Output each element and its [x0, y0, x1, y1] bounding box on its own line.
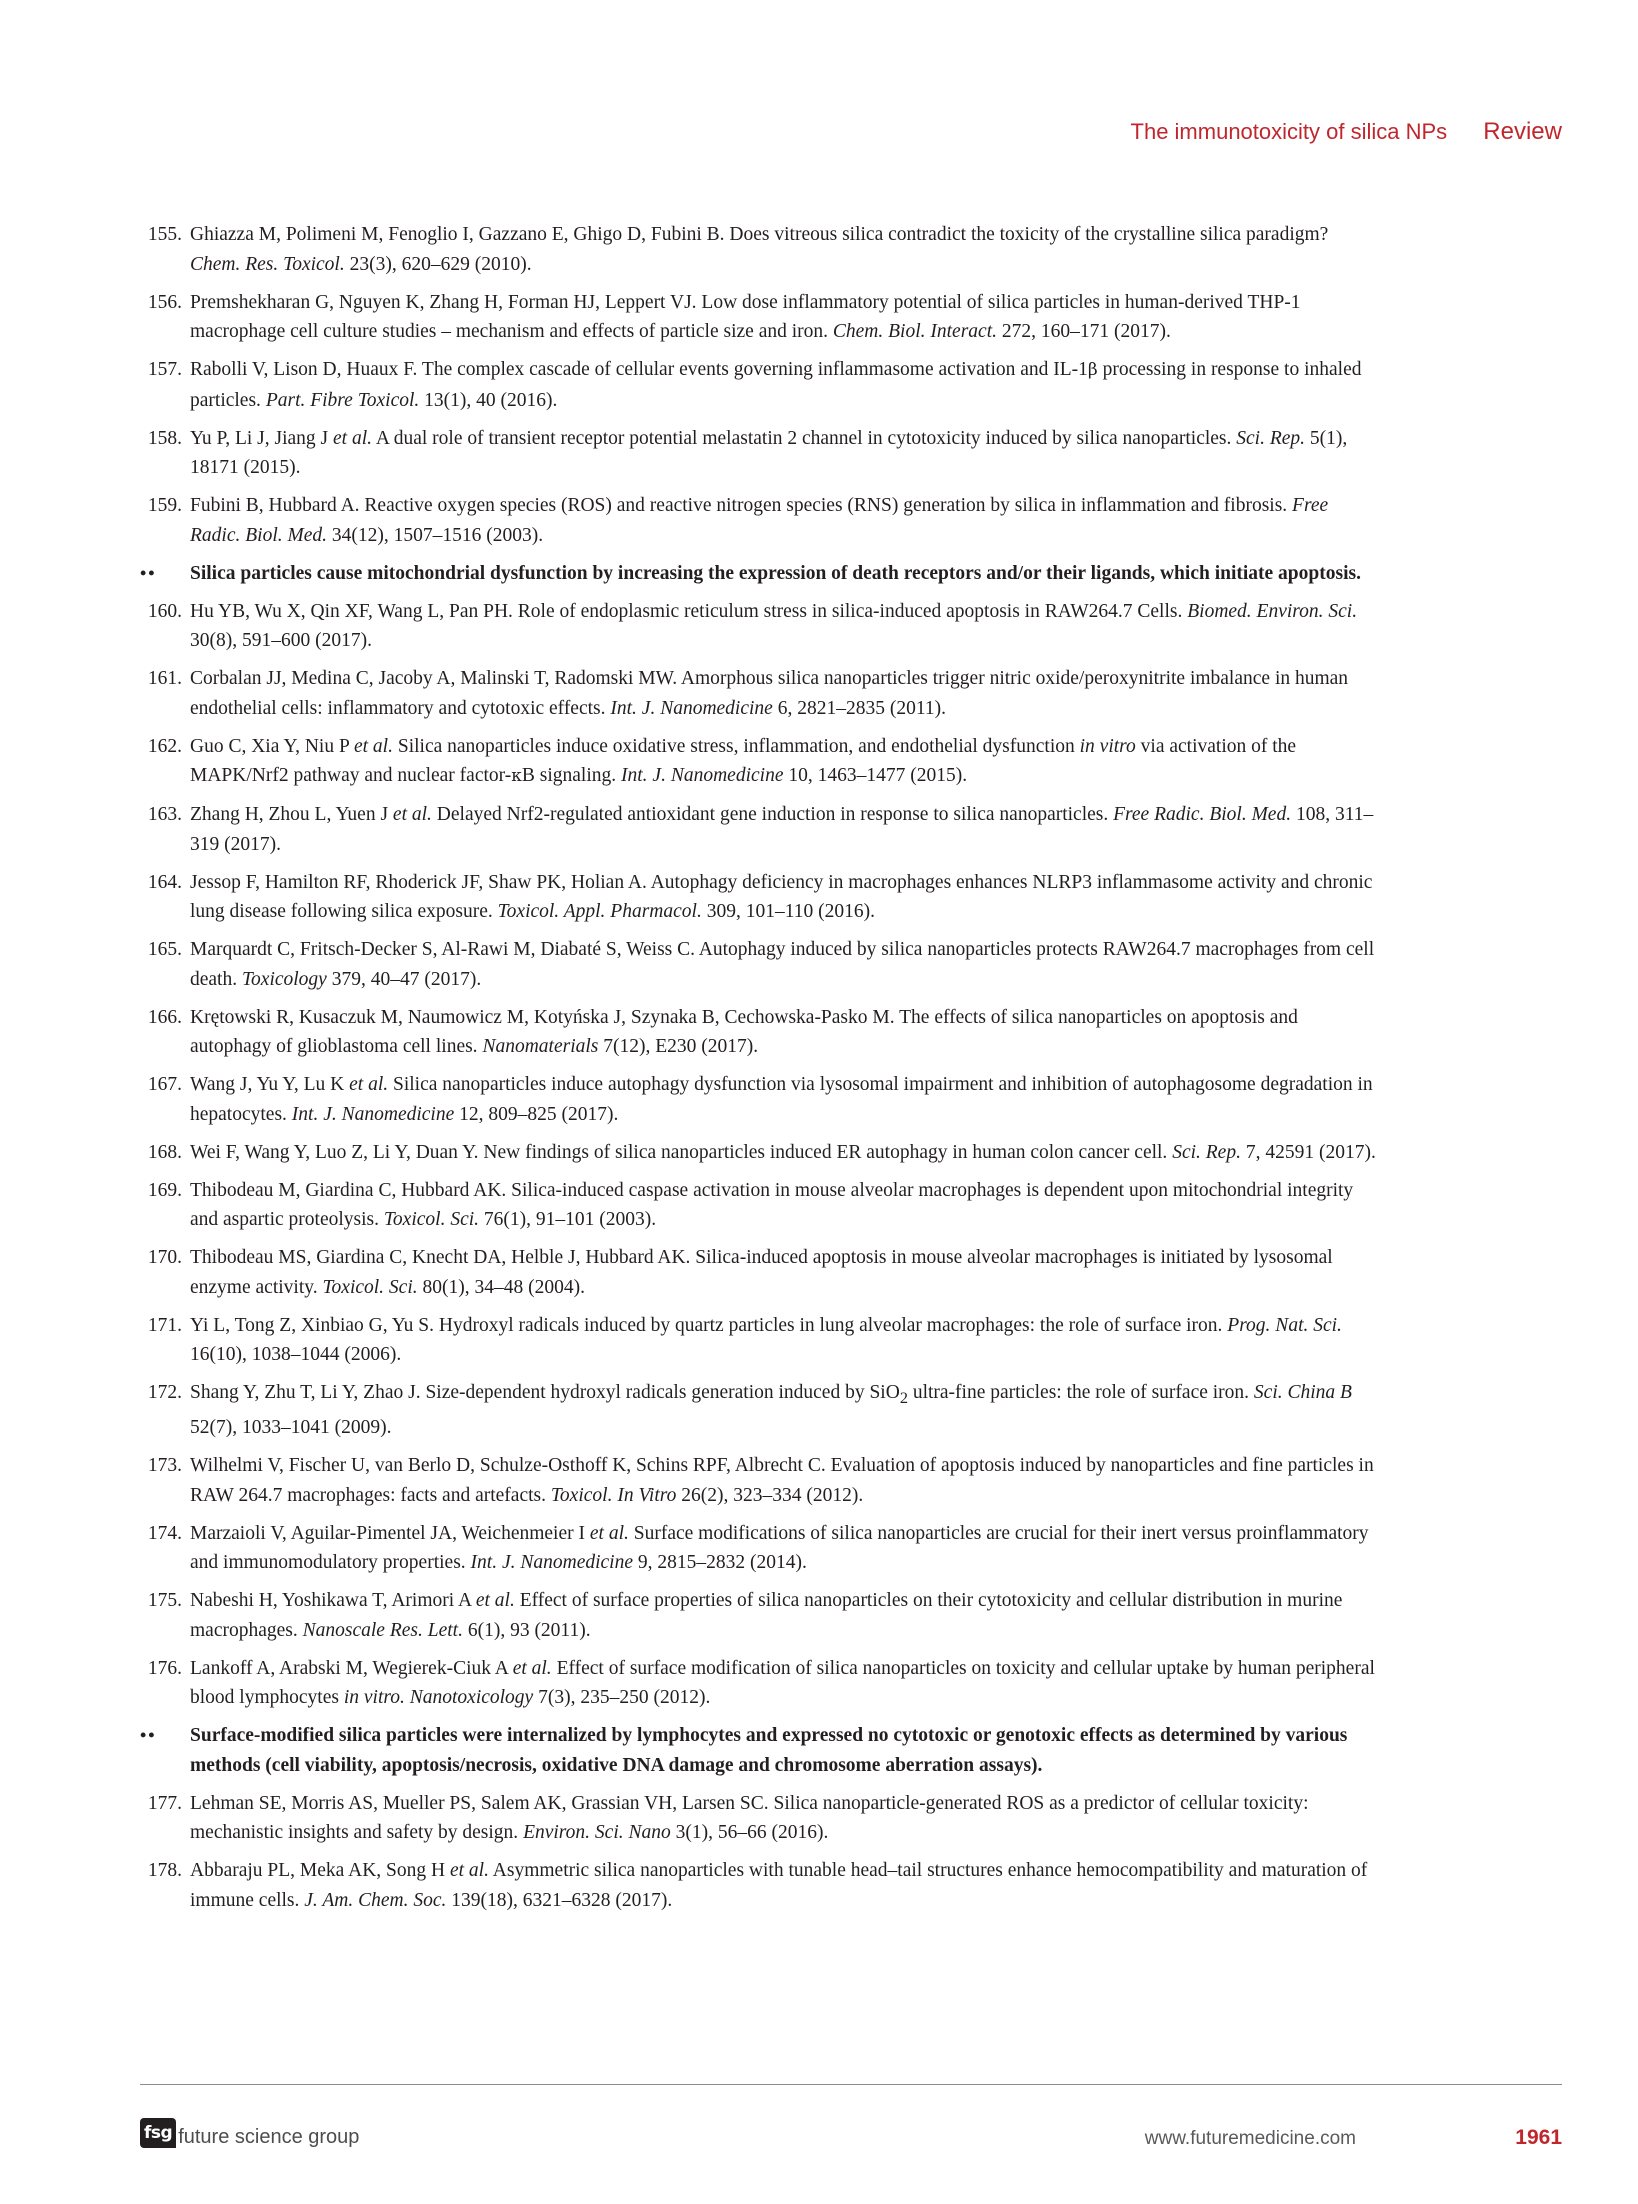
reference-fragment: β	[1087, 360, 1098, 380]
reference-fragment: 5(1), 18171 (2015).	[190, 427, 1348, 478]
journal-or-italic: Free Radic. Biol. Med.	[190, 495, 1329, 546]
journal-or-italic: et al.	[392, 804, 432, 825]
journal-or-italic: Chem. Res. Toxicol.	[190, 253, 345, 275]
reference-item	[140, 1654, 1380, 1713]
publisher-logo	[140, 2118, 359, 2148]
reference-fragment: 3(1), 56–66 (2016).	[670, 1822, 829, 1844]
journal-or-italic: Nanomaterials	[482, 1036, 599, 1057]
reference-number: 166.	[147, 1006, 182, 1028]
journal-or-italic: et al.	[512, 1657, 552, 1679]
section-label: Review	[1483, 118, 1562, 145]
reference-text	[190, 1382, 1352, 1438]
reference-fragment: 108, 311–319 (2017).	[190, 804, 1374, 855]
reference-item	[140, 664, 1380, 723]
reference-fragment: Yu P, Li J, Jiang J	[190, 427, 334, 449]
reference-number: 158.	[147, 427, 182, 449]
reference-item	[140, 1378, 1380, 1443]
reference-text	[190, 601, 1357, 652]
reference-fragment: Thibodeau M, Giardina C, Hubbard AK. Silica-induced caspase activation in mouse alveolar macrophages is dependent upon mitochondrial integrity and aspartic proteolysis.	[190, 1179, 1354, 1230]
journal-or-italic: Int. J. Nanomedicine	[470, 1552, 634, 1574]
reference-fragment: 16(10), 1038–1044 (2006).	[190, 1344, 402, 1365]
reference-text	[190, 1142, 1376, 1163]
reference-item	[140, 1243, 1380, 1302]
reference-item	[140, 732, 1380, 792]
reference-item	[140, 491, 1380, 550]
journal-or-italic: in vitro.	[343, 1687, 405, 1709]
reference-item	[140, 1003, 1380, 1062]
journal-or-italic: Biomed. Environ. Sci.	[1187, 600, 1358, 622]
annotation-text	[190, 1725, 1347, 1776]
reference-fragment: 9, 2815–2832 (2014).	[633, 1552, 807, 1574]
reference-number: 156.	[147, 291, 182, 313]
reference-fragment: 6(1), 93 (2011).	[462, 1619, 591, 1641]
reference-fragment: 309, 101–110 (2016).	[701, 901, 875, 922]
reference-fragment: 76(1), 91–101 (2003).	[479, 1209, 657, 1230]
reference-number: 171.	[147, 1314, 182, 1336]
reference-fragment: 379, 40–47 (2017).	[326, 968, 482, 990]
reference-text	[190, 1180, 1353, 1231]
reference-item	[140, 220, 1380, 279]
reference-text	[190, 872, 1372, 923]
reference-item	[140, 355, 1380, 415]
reference-fragment: processing in response to inhaled particles.	[190, 359, 1362, 411]
publisher-name: future science group	[178, 2126, 360, 2148]
reference-text	[190, 1860, 1367, 1911]
reference-fragment: Corbalan JJ, Medina C, Jacoby A, Malinski T, Radomski MW. Amorphous silica nanoparticles trigger nitric oxide/peroxynitrite imbalance in human endothelial cells: inflammatory and cytotoxic effects.	[190, 668, 1349, 719]
reference-fragment: 139(18), 6321–6328 (2017).	[446, 1889, 673, 1911]
reference-fragment: 26(2), 323–334 (2012).	[676, 1484, 864, 1506]
reference-fragment: Nabeshi H, Yoshikawa T, Arimori A	[190, 1590, 476, 1612]
reference-fragment: Abbaraju PL, Meka AK, Song H	[190, 1860, 450, 1882]
footer-divider	[140, 2084, 1562, 2085]
journal-or-italic: Chem. Biol. Interact.	[832, 321, 997, 342]
annotation-marker: ••	[140, 562, 157, 583]
journal-or-italic: Toxicol. Sci.	[322, 1276, 418, 1298]
reference-number: 162.	[147, 735, 182, 757]
reference-fragment: 272, 160–171 (2017).	[996, 321, 1171, 342]
reference-text	[190, 1007, 1298, 1058]
reference-item	[140, 288, 1380, 347]
reference-fragment: 34(12), 1507–1516 (2003).	[327, 524, 544, 546]
reference-fragment: Yi L, Tong Z, Xinbiao G, Yu S. Hydroxyl radicals induced by quartz particles in lung alveolar macrophages: the role of surface iron.	[190, 1314, 1228, 1336]
reference-item	[140, 1176, 1380, 1235]
annotation-text	[190, 563, 1361, 584]
reference-fragment: Rabolli V, Lison D, Huaux F. The complex cascade of cellular events governing inflammasome activation and IL-1	[190, 359, 1088, 380]
journal-or-italic: Int. J. Nanomedicine	[610, 697, 773, 719]
reference-text	[190, 1793, 1309, 1844]
reference-fragment: 2	[899, 1388, 908, 1407]
reference-fragment: 13(1), 40 (2016).	[419, 389, 558, 411]
reference-fragment: Jessop F, Hamilton RF, Rhoderick JF, Shaw PK, Holian A. Autophagy deficiency in macrophages enhances NLRP3 inflammasome activity and chronic lung disease following silica exposure.	[190, 871, 1373, 922]
reference-fragment: Hu YB, Wu X, Qin XF, Wang L, Pan PH. Role of endoplasmic reticulum stress in silica-induced apoptosis in RAW264.7 Cells.	[190, 600, 1188, 622]
reference-number: 160.	[147, 600, 182, 622]
reference-fragment: Krętowski R, Kusaczuk M, Naumowicz M, Kotyńska J, Szynaka B, Cechowska-Pasko M. The effects of silica nanoparticles on apoptosis and autophagy of glioblastoma cell lines.	[190, 1006, 1298, 1057]
reference-text	[190, 292, 1301, 343]
reference-text	[190, 1315, 1342, 1366]
reference-text	[190, 495, 1328, 546]
reference-text	[190, 1658, 1375, 1709]
reference-fragment: Wei F, Wang Y, Luo Z, Li Y, Duan Y. New findings of silica nanoparticles induced ER autophagy in human colon cancer cell.	[190, 1141, 1173, 1163]
journal-or-italic: Environ. Sci. Nano	[523, 1822, 671, 1844]
annotation-marker: ••	[140, 1725, 157, 1746]
page-footer	[140, 2118, 1562, 2158]
reference-item	[140, 1789, 1380, 1848]
reference-item	[140, 868, 1380, 927]
reference-text	[190, 1590, 1342, 1641]
reference-number: 161.	[147, 668, 182, 689]
reference-number: 169.	[147, 1179, 182, 1201]
reference-fragment: Guo C, Xia Y, Niu P	[190, 735, 354, 757]
reference-fragment: Delayed Nrf2-regulated antioxidant gene induction in response to silica nanoparticles.	[431, 804, 1114, 825]
reference-text	[190, 804, 1373, 855]
fsg-logo-icon: fsg	[140, 2118, 176, 2148]
reference-number: 159.	[147, 495, 182, 516]
reference-annotation	[140, 559, 1380, 589]
journal-or-italic: et al.	[475, 1590, 515, 1612]
journal-or-italic: Sci. Rep.	[1172, 1141, 1241, 1163]
reference-item	[140, 1451, 1380, 1510]
journal-or-italic: Toxicol. Sci.	[383, 1209, 480, 1230]
reference-text	[190, 428, 1347, 479]
reference-number: 155.	[147, 224, 182, 245]
reference-fragment: Marquardt C, Fritsch-Decker S, Al-Rawi M, Diabaté S, Weiss C. Autophagy induced by silica nanoparticles protects RAW264.7 macrophages from cell death.	[190, 939, 1375, 990]
reference-text	[190, 224, 1328, 275]
reference-fragment: Marzaioli V, Aguilar-Pimentel JA, Weichenmeier I	[190, 1522, 590, 1544]
journal-or-italic: Int. J. Nanomedicine	[621, 765, 784, 786]
reference-text	[190, 1455, 1374, 1506]
reference-text	[190, 1074, 1373, 1125]
journal-or-italic: et al.	[353, 735, 393, 757]
journal-or-italic: in vitro	[1079, 735, 1136, 757]
reference-text	[190, 1523, 1369, 1574]
reference-annotation	[140, 1721, 1380, 1780]
reference-fragment: Zhang H, Zhou L, Yuen J	[190, 804, 393, 825]
reference-text	[190, 359, 1362, 411]
reference-number: 157.	[147, 359, 182, 380]
reference-fragment: Premshekharan G, Nguyen K, Zhang H, Forman HJ, Leppert VJ. Low dose inflammatory potential of silica particles in human-derived THP-1 macrophage cell culture studies – mechanism and effects of particle size and iron.	[190, 291, 1301, 342]
reference-fragment: Wang J, Yu Y, Lu K	[190, 1074, 350, 1095]
reference-fragment: ultra-fine particles: the role of surface iron.	[907, 1382, 1254, 1403]
reference-number: 165.	[147, 939, 182, 960]
reference-fragment: Effect of surface properties of silica nanoparticles on their cytotoxicity and cellular distribution in murine macrophages.	[190, 1590, 1343, 1641]
journal-or-italic: Toxicol. Appl. Pharmacol.	[497, 901, 702, 922]
journal-or-italic: Nanoscale Res. Lett.	[302, 1619, 463, 1641]
reference-fragment: Lankoff A, Arabski M, Wegierek-Ciuk A	[190, 1657, 513, 1679]
page-number: 1961	[1515, 2126, 1562, 2149]
reference-list	[140, 220, 1380, 1924]
reference-fragment: B signaling.	[521, 765, 622, 786]
journal-or-italic: Prog. Nat. Sci.	[1227, 1314, 1342, 1336]
journal-or-italic: Toxicol. In Vitro	[550, 1484, 677, 1506]
reference-number: 176.	[147, 1657, 182, 1679]
reference-number: 177.	[147, 1792, 182, 1814]
reference-item	[140, 1519, 1380, 1578]
reference-item	[140, 1586, 1380, 1645]
journal-or-italic: Part. Fibre Toxicol.	[265, 389, 420, 411]
reference-number: 170.	[147, 1247, 182, 1268]
reference-number: 178.	[147, 1860, 182, 1882]
reference-text	[190, 939, 1374, 990]
reference-item	[140, 1311, 1380, 1370]
reference-item	[140, 597, 1380, 656]
reference-number: 167.	[147, 1074, 182, 1095]
reference-fragment: 52(7), 1033–1041 (2009).	[190, 1417, 392, 1439]
journal-or-italic: Nanotoxicology	[409, 1687, 534, 1709]
running-header	[1131, 118, 1562, 146]
journal-or-italic: et al.	[349, 1074, 389, 1095]
reference-text	[190, 668, 1348, 719]
reference-fragment: Shang Y, Zhu T, Li Y, Zhao J. Size-dependent hydroxyl radicals generation induced by SiO	[190, 1382, 900, 1403]
reference-item	[140, 800, 1380, 859]
reference-fragment: A dual role of transient receptor potential melastatin 2 channel in cytotoxicity induced by silica nanoparticles.	[372, 427, 1237, 449]
journal-or-italic: et al.	[333, 427, 373, 449]
reference-text	[190, 736, 1296, 787]
reference-fragment: Fubini B, Hubbard A. Reactive oxygen species (ROS) and reactive nitrogen species (RNS) generation by silica in inflammation and fibrosis.	[190, 495, 1293, 516]
journal-or-italic: et al.	[449, 1860, 489, 1882]
reference-fragment: 7(12), E230 (2017).	[598, 1036, 759, 1057]
reference-fragment: 6, 2821–2835 (2011).	[772, 697, 946, 719]
running-title: The immunotoxicity of silica NPs	[1130, 119, 1448, 144]
reference-number: 173.	[147, 1455, 182, 1477]
reference-fragment: Effect of surface modification of silica nanoparticles on toxicity and cellular uptake by human peripheral blood lymphocytes	[190, 1657, 1375, 1709]
reference-fragment: Silica nanoparticles induce autophagy dysfunction via lysosomal impairment and inhibition of autophagosome degradation in hepatocytes.	[190, 1074, 1373, 1125]
website-url: www.futuremedicine.com	[1144, 2128, 1356, 2149]
reference-fragment: Surface-modified silica particles were internalized by lymphocytes and expressed no cytotoxic or genotoxic effects as determined by various methods (cell viability, apoptosis/necrosis, oxidative DNA damage and chromosome aberration assays).	[190, 1725, 1348, 1776]
journal-or-italic: et al.	[589, 1522, 629, 1544]
reference-number: 164.	[147, 871, 182, 893]
journal-or-italic: Sci. China B	[1253, 1382, 1352, 1403]
reference-number: 174.	[147, 1522, 182, 1544]
journal-or-italic: Int. J. Nanomedicine	[291, 1103, 455, 1125]
reference-item	[140, 1070, 1380, 1129]
journal-or-italic: J. Am. Chem. Soc.	[304, 1889, 447, 1911]
reference-number: 172.	[147, 1382, 182, 1403]
reference-number: 168.	[147, 1141, 182, 1163]
reference-fragment: Surface modifications of silica nanoparticles are crucial for their inert versus proinflammatory and immunomodulatory properties.	[190, 1522, 1369, 1574]
reference-number: 175.	[147, 1590, 182, 1612]
reference-fragment: via activation of the MAPK/Nrf2 pathway and nuclear factor-	[190, 735, 1297, 786]
reference-fragment: Silica particles cause mitochondrial dysfunction by increasing the expression of death receptors and/or their ligands, which initiate apoptosis.	[190, 562, 1361, 584]
reference-fragment: 80(1), 34–48 (2004).	[417, 1276, 585, 1298]
reference-fragment: 7(3), 235–250 (2012).	[533, 1687, 711, 1709]
journal-or-italic: Sci. Rep.	[1236, 427, 1306, 449]
reference-fragment: 10, 1463–1477 (2015).	[783, 765, 968, 786]
reference-fragment: Thibodeau MS, Giardina C, Knecht DA, Helble J, Hubbard AK. Silica-induced apoptosis in mouse alveolar macrophages is initiated by lysosomal enzyme activity.	[190, 1247, 1333, 1298]
reference-item	[140, 424, 1380, 483]
reference-fragment: Wilhelmi V, Fischer U, van Berlo D, Schulze-Osthoff K, Schins RPF, Albrecht C. Evaluation of apoptosis induced by nanoparticles and fine particles in RAW 264.7 macrophages: facts and artefacts.	[190, 1455, 1374, 1506]
reference-fragment: κ	[511, 766, 522, 786]
journal-or-italic: Toxicology	[241, 968, 327, 990]
reference-fragment: Ghiazza M, Polimeni M, Fenoglio I, Gazzano E, Ghigo D, Fubini B. Does vitreous silica contradict the toxicity of the crystalline silica paradigm?	[190, 224, 1329, 245]
journal-or-italic: Free Radic. Biol. Med.	[1113, 804, 1292, 825]
reference-fragment: 7, 42591 (2017).	[1240, 1141, 1376, 1163]
reference-number: 163.	[147, 804, 182, 825]
reference-fragment: 30(8), 591–600 (2017).	[190, 630, 372, 651]
reference-item	[140, 1856, 1380, 1915]
reference-fragment: 23(3), 620–629 (2010).	[344, 253, 532, 275]
reference-fragment: Asymmetric silica nanoparticles with tunable head–tail structures enhance hemocompatibility and maturation of immune cells.	[190, 1860, 1368, 1911]
reference-fragment: Lehman SE, Morris AS, Mueller PS, Salem AK, Grassian VH, Larsen SC. Silica nanoparticle-generated ROS as a predictor of cellular toxicity: mechanistic insights and safety by design.	[190, 1792, 1309, 1844]
reference-fragment: 12, 809–825 (2017).	[454, 1103, 619, 1125]
reference-fragment: Silica nanoparticles induce oxidative stress, inflammation, and endothelial dysfunction	[392, 735, 1080, 757]
reference-text	[190, 1247, 1333, 1298]
reference-item	[140, 935, 1380, 994]
reference-item	[140, 1138, 1380, 1168]
